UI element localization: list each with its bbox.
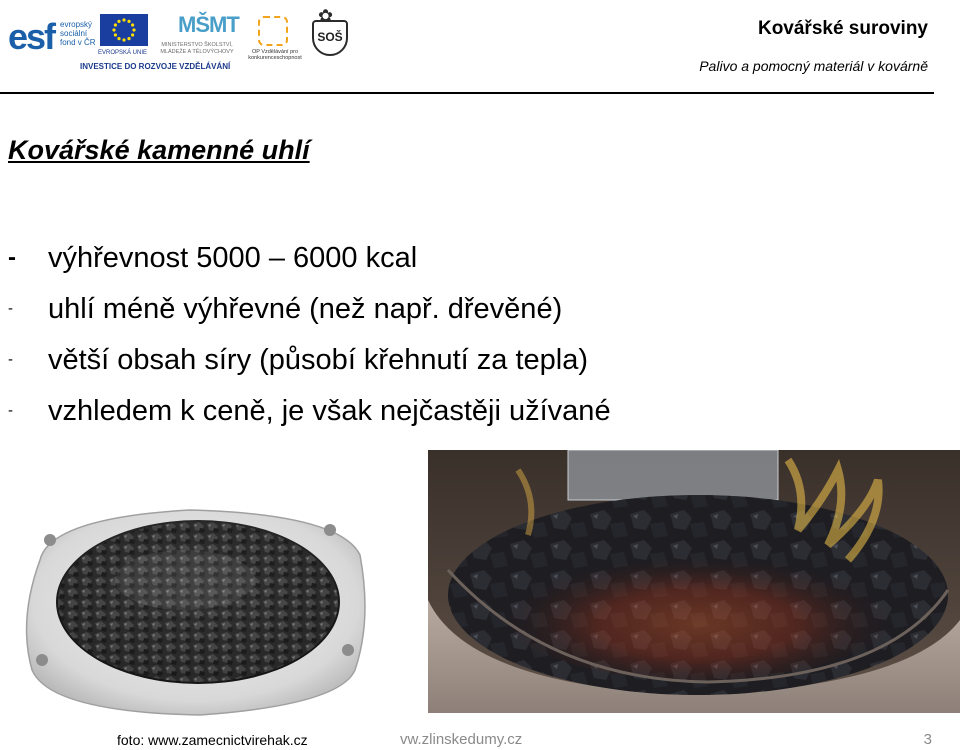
bullet-text: větší obsah síry (působí křehnutí za tepla) [48,344,588,376]
op-logo-icon [258,16,288,46]
msmt-logo-mark: MŠMT [178,12,239,37]
msmt-logo [156,12,238,60]
bullet-text: výhřevnost 5000 – 6000 kcal [48,242,418,274]
bullet-item [8,238,728,289]
header-divider [0,92,934,94]
forge-fire-photo [428,450,960,713]
logo-tagline: INVESTICE DO ROZVOJE VZDĚLÁVÁNÍ [80,62,231,71]
bullet-list [8,238,728,442]
bullet-marker: - [8,300,13,317]
header-subtitle: Palivo a pomocný materiál v kovárně [699,58,928,74]
bullet-marker: - [8,402,13,419]
eu-logo-text: EVROPSKÁ UNIE [98,50,148,56]
bullet-marker: - [8,351,13,368]
footer-website: vw.zlinskedumy.cz [400,731,523,748]
flower-icon: ✿ [318,6,334,26]
logo-strip [8,6,353,72]
bullet-text: uhlí méně výhřevné (než např. dřevěné) [48,293,563,325]
bullet-item [8,340,728,391]
esf-logo [8,12,96,58]
slide-title: Kovářské kamenné uhlí [8,135,310,165]
msmt-logo-text: MINISTERSTVO ŠKOLSTVÍ, MLÁDEŽE A TĚLOVÝCHOVY [160,42,234,55]
sos-logo [310,6,352,58]
coal-plate-photo [10,500,380,725]
bullet-item [8,289,728,340]
op-logo-text: OP Vzdělávání pro konkurenceschopnost [248,49,302,61]
page-number: 3 [923,731,932,748]
op-logo [248,16,302,61]
eu-flag-icon [100,14,148,46]
esf-logo-letters: esf [8,16,55,57]
photo-credit: foto: www.zamecnictvirehak.cz [117,732,308,748]
bullet-text: vzhledem k ceně, je však nejčastěji užívané [48,395,611,427]
esf-logo-text: evropský sociální fond v ČR [60,20,96,47]
sos-logo-shield: SOŠ [312,20,348,56]
eu-logo [100,14,148,58]
header-title: Kovářské suroviny [757,18,928,39]
bullet-marker: - [8,244,16,271]
bullet-item [8,391,728,442]
